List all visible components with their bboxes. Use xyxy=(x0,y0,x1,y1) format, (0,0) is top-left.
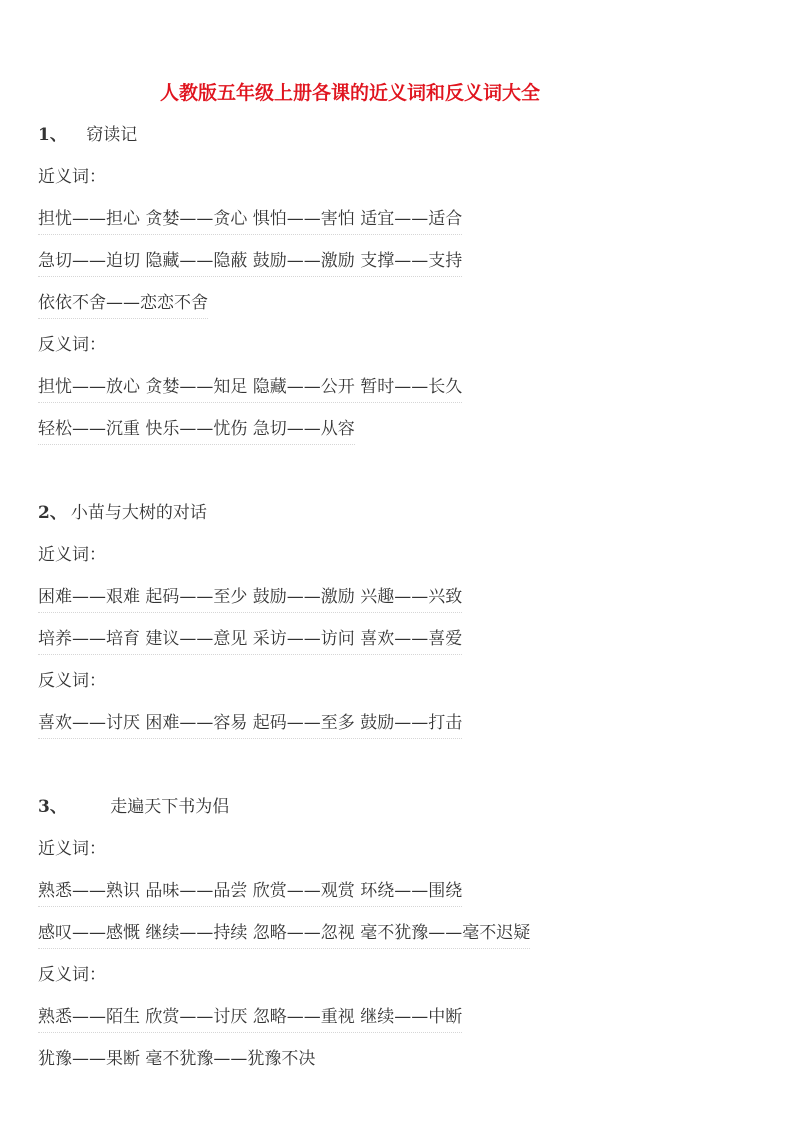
word-pair-line: 熟悉——熟识 品味——品尝 欣赏——观赏 环绕——围绕 xyxy=(38,878,462,904)
word-pair-line: 急切——迫切 隐藏——隐蔽 鼓励——激励 支撑——支持 xyxy=(38,248,462,274)
section-title: 走遍天下书为侣 xyxy=(110,797,230,817)
word-pair-line: 喜欢——讨厌 困难——容易 起码——至多 鼓励——打击 xyxy=(38,710,462,736)
word-pair-line: 担忧——担心 贪婪——贪心 惧怕——害怕 适宜——适合 xyxy=(38,206,462,232)
section-number: 3、 xyxy=(38,797,67,817)
section-heading xyxy=(38,500,207,526)
section-heading xyxy=(38,794,229,820)
word-pair-line: 培养——培育 建议——意见 采访——访问 喜欢——喜爱 xyxy=(38,626,462,652)
near-synonyms-label: 近义词： xyxy=(38,839,106,859)
section-title: 窃读记 xyxy=(86,125,138,145)
word-pair-line: 困难——艰难 起码——至少 鼓励——激励 兴趣——兴致 xyxy=(38,584,462,610)
word-pair-line: 担忧——放心 贪婪——知足 隐藏——公开 暂时——长久 xyxy=(38,374,462,400)
section-number: 2、 xyxy=(38,503,67,523)
section-title: 小苗与大树的对话 xyxy=(70,503,207,523)
word-pair-line: 轻松——沉重 快乐——忧伤 急切——从容 xyxy=(38,416,355,442)
near-synonyms-label: 近义词： xyxy=(38,167,106,187)
antonyms-label: 反义词： xyxy=(38,335,106,355)
document-title: 人教版五年级上册各课的近义词和反义词大全 xyxy=(159,82,540,104)
section-number: 1、 xyxy=(38,125,67,145)
word-pair-line: 犹豫——果断 毫不犹豫——犹豫不决 xyxy=(38,1049,316,1069)
word-pair-line: 感叹——感慨 继续——持续 忽略——忽视 毫不犹豫——毫不迟疑 xyxy=(38,920,530,946)
near-synonyms-label: 近义词： xyxy=(38,545,106,565)
antonyms-label: 反义词： xyxy=(38,965,106,985)
section-heading xyxy=(38,122,137,148)
antonyms-label: 反义词： xyxy=(38,671,106,691)
word-pair-line: 熟悉——陌生 欣赏——讨厌 忽略——重视 继续——中断 xyxy=(38,1004,462,1030)
word-pair-line: 依依不舍——恋恋不舍 xyxy=(38,290,208,316)
